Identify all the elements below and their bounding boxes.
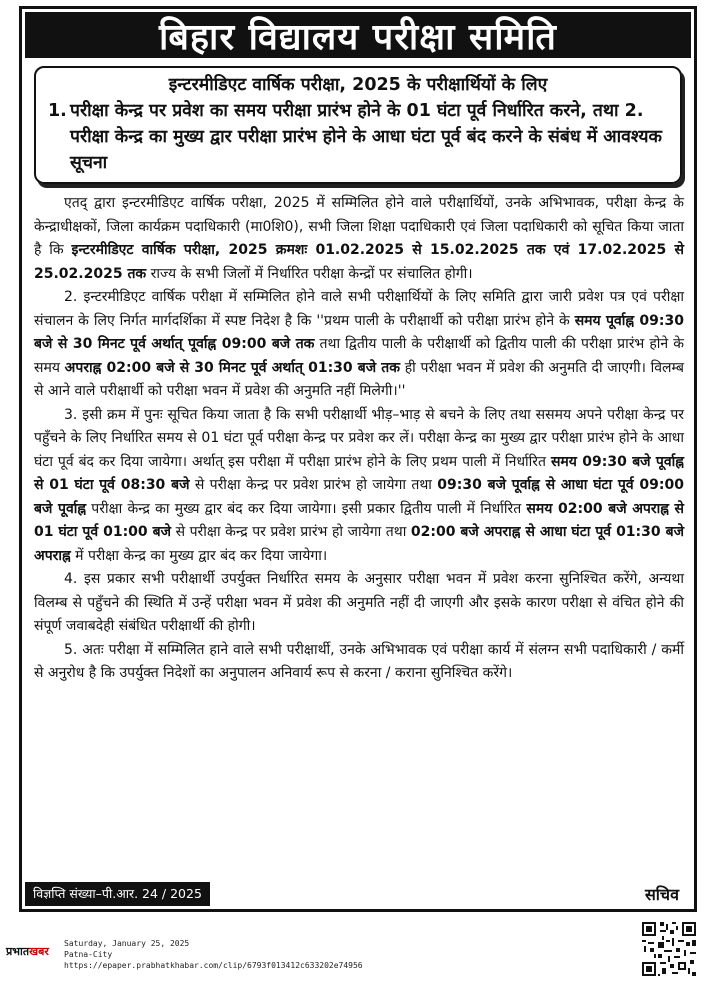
paragraph-3-text-end: में परीक्षा केन्द्र का मुख्य द्वार बंद कर दिया जायेगा। bbox=[70, 547, 328, 564]
paragraph-3-entry-time-2: समय 02:00 बजे अपराह्न से 01 घंटा पूर्व 01:00 बजे bbox=[34, 500, 685, 540]
subject-point-text: परीक्षा केन्द्र पर प्रवेश का समय परीक्षा प्रारंभ होने के 01 घंटा पूर्व निर्धारित करने, तथा 2. परीक्षा केन्द्र का मुख्य द्वार परीक्षा प्रारंभ होने के आधा घंटा पूर्व बंद करने के संबंध में आवश्यक सूचना bbox=[70, 101, 662, 173]
source-strip bbox=[0, 928, 710, 986]
paragraph-3-text: 3. इसी क्रम में पुनः सूचित किया जाता है कि सभी परीक्षार्थी भीड़–भाड़ से बचने के लिए तथा ससमय अपने परीक्षा केन्द्र पर पहुँचने के लिए निर्धारित समय से 01 घंटा पूर्व परीक्षा केन्द्र पर प्रवेश कर लें। परीक्षा केन्द्र का मुख्य द्वार परीक्षा प्रारंभ होने के आधा घंटा पूर्व बंद कर दिया जायेगा। अर्थात् इस परीक्षा में परीक्षा प्रारंभ होने के लिए प्रथम पाली में निर्धारित bbox=[34, 406, 684, 470]
paragraph-2-second-shift-time: अपराह्न 02:00 बजे से 30 मिनट पूर्व अर्थात् 01:30 बजे तक bbox=[64, 359, 401, 376]
paragraph-1-dates: इन्टरमीडिएट वार्षिक परीक्षा, 2025 क्रमशः 01.02.2025 से 15.02.2025 तक एवं 17.02.2025 से 25.02.2025 तक bbox=[34, 242, 684, 282]
paragraph-3-text-3: परीक्षा केन्द्र का मुख्य द्वार बंद कर दिया जायेगा। इसी प्रकार द्वितीय पाली में निर्धारित bbox=[86, 500, 527, 517]
paragraph-2-text: 2. इन्टरमीडिएट वार्षिक परीक्षा में सम्मिलित होने वाले सभी परीक्षार्थियों के लिए समिति द्वारा जारी प्रवेश पत्र एवं परीक्षा संचालन के लिए निर्गत मार्गदर्शिका में स्पष्ट निदेश है कि ''प्रथम पाली के परीक्षार्थी को परीक्षा प्रारंभ होने के bbox=[34, 289, 684, 329]
subject-point bbox=[48, 98, 668, 176]
reference-number: विज्ञप्ति संख्या–पी.आर. 24 / 2025 bbox=[25, 882, 210, 906]
clip-date: Saturday, January 25, 2025 bbox=[64, 939, 190, 948]
paragraph-1 bbox=[34, 192, 684, 286]
signatory: सचिव bbox=[644, 885, 679, 904]
paragraph-2 bbox=[34, 286, 684, 404]
paragraph-2-text-end: ही परीक्षा भवन में प्रवेश की अनुमति दी जाएगी। विलम्ब से आने वाले परीक्षार्थी को परीक्षा भवन में प्रवेश की अनुमति नहीं मिलेगी।'' bbox=[34, 359, 685, 399]
masthead: बिहार विद्यालय परीक्षा समिति bbox=[25, 12, 691, 58]
paragraph-4: 4. इस प्रकार सभी परीक्षार्थी उपर्युक्त निर्धारित समय के अनुसार परीक्षा भवन में प्रवेश करना सुनिश्चित करेंगे, अन्यथा विलम्ब से पहुँचने की स्थिति में उन्हें परीक्षा भवन में प्रवेश की अनुमति नहीं दी जाएगी और इसके कारण परीक्षा से वंचित होने की संपूर्ण जवाबदेही संबंधित परीक्षार्थी की होगी। bbox=[34, 571, 684, 634]
clip-edition: Patna-City bbox=[64, 950, 113, 959]
clip-url[interactable]: https://epaper.prabhatkhabar.com/clip/6793f013412c633202e74956 bbox=[64, 961, 363, 970]
notice-box bbox=[19, 6, 697, 912]
paragraph-2-text-mid: तथा द्वितीय पाली के परीक्षार्थी को द्वितीय पाली की परीक्षा प्रारंभ होने के समय bbox=[34, 336, 685, 376]
notice-footer bbox=[25, 882, 691, 906]
subject-box bbox=[34, 66, 682, 184]
clip-meta bbox=[64, 938, 363, 971]
subject-point-number: 1. bbox=[48, 101, 67, 121]
paragraph-2-first-shift-time: समय पूर्वाह्न 09:30 बजे से 30 मिनट पूर्व अर्थात् पूर्वाह्न 09:00 बजे तक bbox=[34, 312, 684, 352]
qr-code-icon bbox=[640, 920, 698, 978]
newspaper-logo: प्रभातखबर bbox=[6, 945, 49, 958]
paragraph-3 bbox=[34, 404, 684, 569]
notice-body bbox=[34, 192, 684, 686]
paragraph-3-gate-close-1: 09:30 बजे पूर्वाह्न से आधा घंटा पूर्व 09:00 बजे पूर्वाह्न bbox=[34, 477, 684, 517]
paragraph-3-gate-close-2: 02:00 बजे अपराह्न से आधा घंटा पूर्व 01:30 बजे अपराह्न bbox=[34, 524, 684, 564]
paragraph-3-text-2: से परीक्षा केन्द्र पर प्रवेश प्रारंभ हो जायेगा तथा bbox=[189, 477, 438, 493]
paragraph-5: 5. अतः परीक्षा में सम्मिलित हाने वाले सभी परीक्षार्थी, उनके अभिभावक एवं परीक्षा कार्य में संलग्न सभी पदाधिकारी / कर्मी से अनुरोध है कि उपर्युक्त निदेशों का अनुपालन अनिवार्य रूप से करना / कराना सुनिश्चित करेंगे। bbox=[34, 641, 684, 681]
paragraph-3-entry-time-1: समय 09:30 बजे पूर्वाह्न से 01 घंटा पूर्व 08:30 बजे bbox=[34, 453, 685, 493]
paragraph-1-text-end: राज्य के सभी जिलों में निर्धारित परीक्षा केन्द्रों पर संचालित होगी। bbox=[146, 265, 473, 282]
paragraph-3-text-4: से परीक्षा केन्द्र पर प्रवेश प्रारंभ हो जायेगा तथा bbox=[171, 524, 411, 540]
paragraph-1-text: एतद् द्वारा इन्टरमीडिएट वार्षिक परीक्षा, 2025 में सम्मिलित होने वाले परीक्षार्थियों, उनके अभिभावक, परीक्षा केन्द्र के केन्द्राधीक्षकों, जिला कार्यक्रम पदाधिकारी (मा0शि0), सभी जिला शिक्षा पदाधिकारी एवं जिला पदाधिकारी को सूचित किया जाता है कि bbox=[34, 195, 684, 258]
subject-heading: इन्टरमीडिएट वार्षिक परीक्षा, 2025 के परीक्षार्थियों के लिए bbox=[168, 75, 548, 95]
